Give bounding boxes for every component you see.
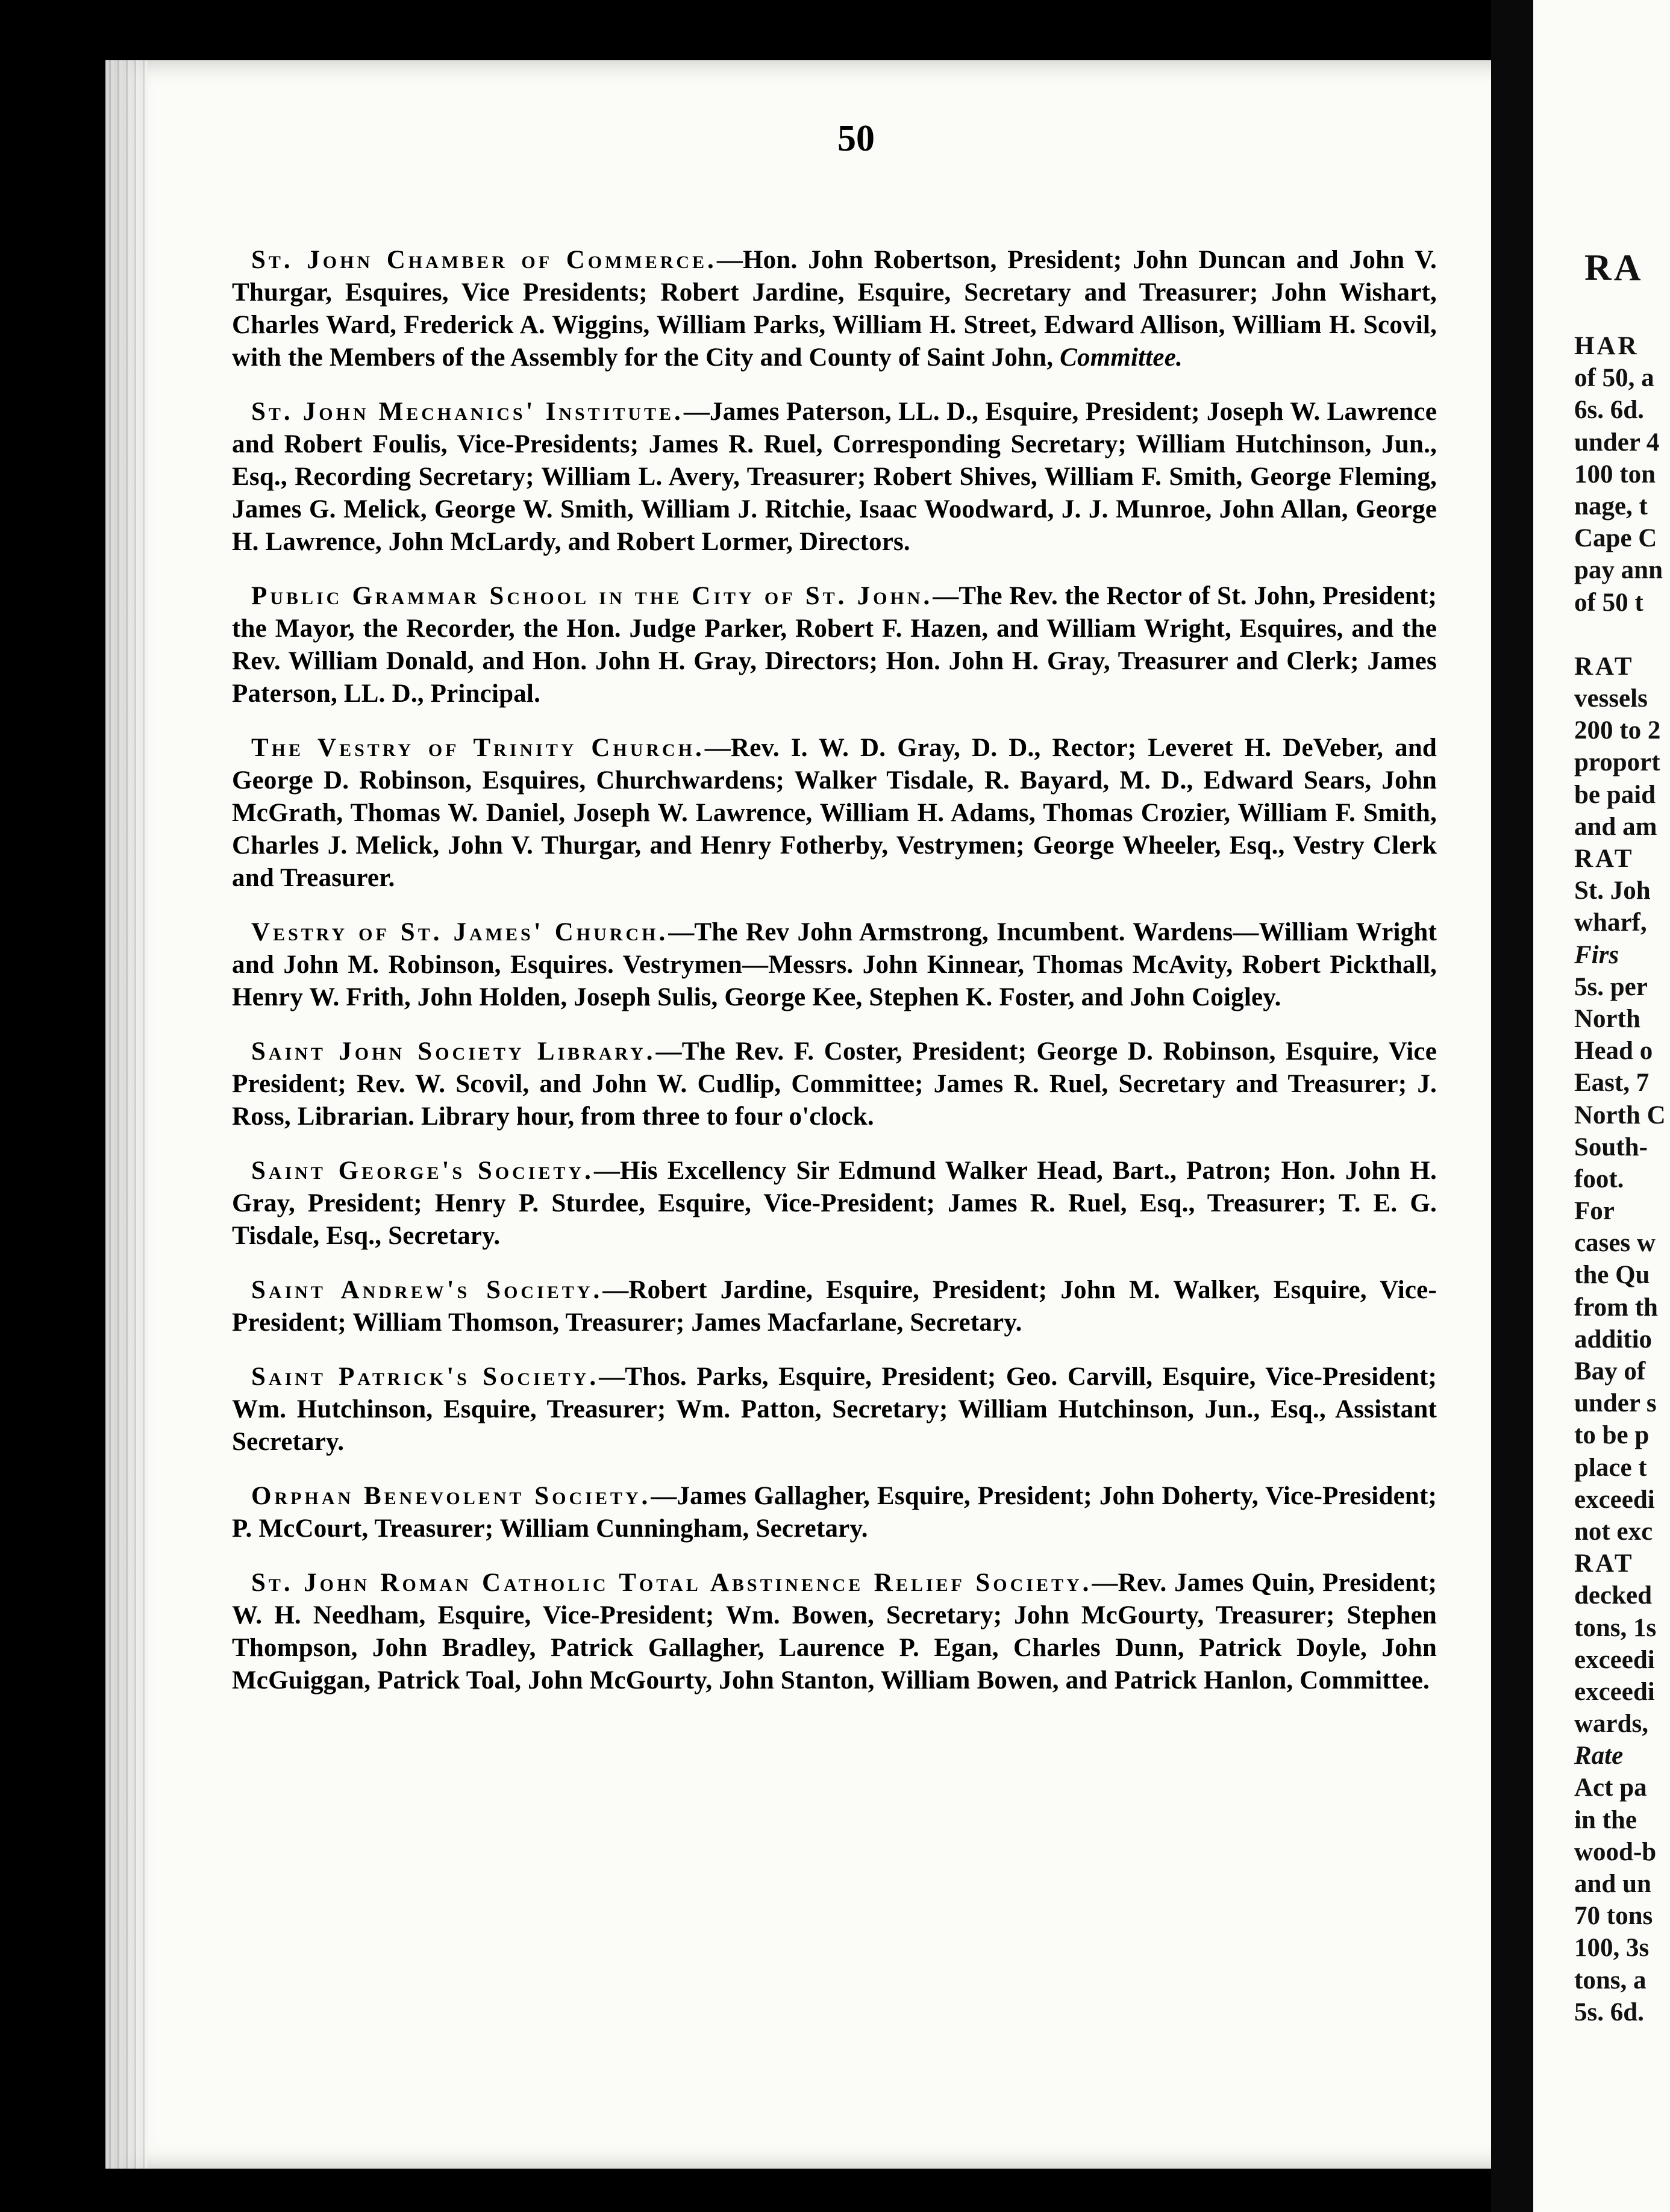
- entry-title: Public Grammar School in the City of St. John.: [251, 582, 933, 610]
- right-page-line: in the: [1574, 1805, 1637, 1834]
- society-entry: [232, 1361, 1437, 1458]
- society-entry: [232, 1567, 1437, 1697]
- entry-body: —Rev. I. W. D. Gray, D. D., Rector; Leveret H. DeVeber, and George D. Robinson, Esquires, Churchwardens; Walker Tisdale, R. Bayard, M. D., Edward Sears, John McGrath, Thomas W. Daniel, Joseph W. Lawrence, William H. Adams, Thomas Crozier, William F. Smith, Charles J. Melick, John V. Thurgar, and Henry Fotherby, Vestrymen; George Wheeler, Esq., Vestry Clerk and Treasurer.: [232, 734, 1437, 892]
- right-page-line: of 50 t: [1574, 588, 1643, 617]
- right-page-line: of 50, a: [1574, 364, 1654, 393]
- right-page-line: proport: [1574, 748, 1660, 777]
- right-page-line: pay ann: [1574, 556, 1663, 585]
- right-page-line: Cape C: [1574, 524, 1657, 553]
- right-page-line: 5s. 6d.: [1574, 1998, 1644, 2026]
- right-page-line: the Qu: [1574, 1261, 1650, 1290]
- right-page-line: Act pa: [1574, 1773, 1647, 1802]
- right-page-line: Rate: [1574, 1742, 1624, 1770]
- society-entry: [232, 244, 1437, 374]
- right-page-line: [1574, 619, 1670, 651]
- right-page-line: vessels: [1574, 684, 1648, 713]
- entry-title: St. John Roman Catholic Total Abstinence Relief Society.: [251, 1569, 1092, 1597]
- right-page-line: Bay of: [1574, 1357, 1646, 1386]
- entry-body: —Robert Jardine, Esquire, President; John M. Walker, Esquire, Vice-President; William Thomson, Treasurer; James Macfarlane, Secretary.: [232, 1276, 1437, 1337]
- right-page-line: from th: [1574, 1293, 1658, 1322]
- entry-title: Vestry of St. James' Church.: [251, 918, 669, 946]
- right-page-line: North C: [1574, 1101, 1666, 1129]
- entry-body: —His Excellency Sir Edmund Walker Head, Bart., Patron; Hon. John H. Gray, President; Henry P. Sturdee, Esquire, Vice-President; James R. Ruel, Esq., Treasurer; T. E. G. Tisdale, Esq., Secretary.: [232, 1157, 1437, 1250]
- society-entry: [232, 1480, 1437, 1545]
- page-edge-strip: [105, 60, 148, 2169]
- right-page-line: and un: [1574, 1870, 1651, 1898]
- page-number: 50: [837, 118, 875, 159]
- right-page-line: North: [1574, 1004, 1640, 1033]
- book-gutter: [1491, 0, 1533, 2212]
- society-entry: [232, 1155, 1437, 1252]
- right-page-line: place t: [1574, 1453, 1647, 1482]
- right-page-line: 6s. 6d.: [1574, 396, 1644, 425]
- right-page-line: tons, 1s: [1574, 1613, 1657, 1642]
- right-page-line: South-: [1574, 1133, 1648, 1161]
- entry-title: St. John Mechanics' Institute.: [251, 398, 684, 426]
- right-page-line: and am: [1574, 812, 1657, 841]
- society-entry: [232, 732, 1437, 895]
- entry-title: Orphan Benevolent Society.: [251, 1482, 651, 1510]
- right-page-line: be paid: [1574, 780, 1656, 809]
- right-page-line: RAT: [1574, 1549, 1634, 1578]
- right-page-text: [1574, 330, 1670, 2028]
- right-page-line: exceedi: [1574, 1645, 1655, 1674]
- right-page-line: under 4: [1574, 428, 1660, 457]
- right-page: [1533, 0, 1670, 2212]
- right-page-line: 100 ton: [1574, 460, 1656, 489]
- right-page-line: nage, t: [1574, 492, 1648, 520]
- right-page-line: HAR: [1574, 332, 1639, 360]
- entry-body: —Rev. James Quin, President; W. H. Needham, Esquire, Vice-President; Wm. Bowen, Secretary; John McGourty, Treasurer; Stephen Thompson, John Bradley, Patrick Gallagher, Laurence P. Egan, Charles Dunn, Patrick Doyle, John McGuiggan, Patrick Toal, John McGourty, John Stanton, William Bowen, and Patrick Hanlon, Committee.: [232, 1569, 1437, 1695]
- entry-title: Saint Patrick's Society.: [251, 1363, 599, 1391]
- right-page-line: tons, a: [1574, 1966, 1647, 1995]
- right-page-line: to be p: [1574, 1421, 1650, 1450]
- right-page-line: For: [1574, 1197, 1615, 1226]
- entry-body: —The Rev. F. Coster, President; George D. Robinson, Esquire, Vice President; Rev. W. Scovil, and John W. Cudlip, Committee; James R. Ruel, Secretary and Treasurer; J. Ross, Librarian. Library hour, from three to four o'clock.: [232, 1037, 1437, 1131]
- right-page-heading: RA: [1584, 248, 1643, 289]
- society-entry: [232, 580, 1437, 710]
- right-page-line: additio: [1574, 1325, 1653, 1354]
- entry-title: St. John Chamber of Commerce.: [251, 246, 717, 274]
- right-page-line: Head o: [1574, 1037, 1653, 1066]
- right-page-line: 70 tons: [1574, 1902, 1653, 1931]
- society-entry: [232, 396, 1437, 558]
- right-page-line: RAT: [1574, 845, 1634, 873]
- right-page-line: 200 to 2: [1574, 716, 1661, 745]
- entry-body: —The Rev. the Rector of St. John, President; the Mayor, the Recorder, the Hon. Judge Parker, Robert F. Hazen, and William Wright, Esquires, and the Rev. William Donald, and Hon. John H. Gray, Directors; Hon. John H. Gray, Treasurer and Clerk; James Paterson, LL. D., Principal.: [232, 582, 1437, 708]
- right-page-line: wood-b: [1574, 1837, 1657, 1866]
- entry-body: —The Rev John Armstrong, Incumbent. Wardens—William Wright and John M. Robinson, Esquires. Vestrymen—Messrs. John Kinnear, Thomas McAvity, Robert Pickthall, Henry W. Frith, John Holden, Joseph Sulis, George Kee, Stephen K. Foster, and John Coigley.: [232, 918, 1437, 1011]
- right-page-line: St. Joh: [1574, 876, 1651, 905]
- entry-title: The Vestry of Trinity Church.: [251, 734, 705, 762]
- right-page-line: exceedi: [1574, 1677, 1655, 1706]
- right-page-line: decked: [1574, 1581, 1652, 1610]
- society-entries: [232, 244, 1437, 1719]
- entry-title: Saint George's Society.: [251, 1157, 594, 1185]
- right-page-line: under s: [1574, 1389, 1657, 1418]
- society-entry: [232, 916, 1437, 1014]
- right-page-line: 100, 3s: [1574, 1934, 1650, 1963]
- right-page-line: foot.: [1574, 1164, 1624, 1193]
- entry-title: Saint Andrew's Society.: [251, 1276, 603, 1304]
- right-page-line: Firs: [1574, 940, 1619, 969]
- society-entry: [232, 1274, 1437, 1339]
- scan-border-left: [0, 0, 105, 2212]
- society-entry: [232, 1036, 1437, 1133]
- right-page-line: wharf,: [1574, 908, 1647, 937]
- right-page-line: exceedi: [1574, 1485, 1655, 1514]
- right-page-line: wards,: [1574, 1710, 1649, 1739]
- entry-tail: Committee.: [1060, 343, 1183, 372]
- right-page-line: 5s. per: [1574, 972, 1648, 1001]
- right-page-line: cases w: [1574, 1229, 1656, 1258]
- entry-title: Saint John Society Library.: [251, 1037, 656, 1066]
- right-page-line: not exc: [1574, 1517, 1653, 1546]
- right-page-line: East, 7: [1574, 1069, 1650, 1098]
- entry-body: —Hon. John Robertson, President; John Duncan and John V. Thurgar, Esquires, Vice Presidents; Robert Jardine, Esquire, Secretary and Treasurer; John Wishart, Charles Ward, Frederick A. Wiggins, William Parks, William H. Street, Edward Allison, William H. Scovil, with the Members of the Assembly for the City and County of Saint John,: [232, 246, 1437, 372]
- entry-body: —Thos. Parks, Esquire, President; Geo. Carvill, Esquire, Vice-President; Wm. Hutchinson, Esquire, Treasurer; Wm. Patton, Secretary; William Hutchinson, Jun., Esq., Assistant Secretary.: [232, 1363, 1437, 1456]
- entry-body: —James Gallagher, Esquire, President; John Doherty, Vice-President; P. McCourt, Treasurer; William Cunningham, Secretary.: [232, 1482, 1437, 1543]
- entry-body: —James Paterson, LL. D., Esquire, President; Joseph W. Lawrence and Robert Foulis, Vice-Presidents; James R. Ruel, Corresponding Secretary; William Hutchinson, Jun., Esq., Recording Secretary; William L. Avery, Treasurer; Robert Shives, William F. Smith, George Fleming, James G. Melick, George W. Smith, William J. Ritchie, Isaac Woodward, J. J. Munroe, John Allan, George H. Lawrence, John McLardy, and Robert Lormer, Directors.: [232, 398, 1437, 556]
- right-page-line: RAT: [1574, 652, 1634, 681]
